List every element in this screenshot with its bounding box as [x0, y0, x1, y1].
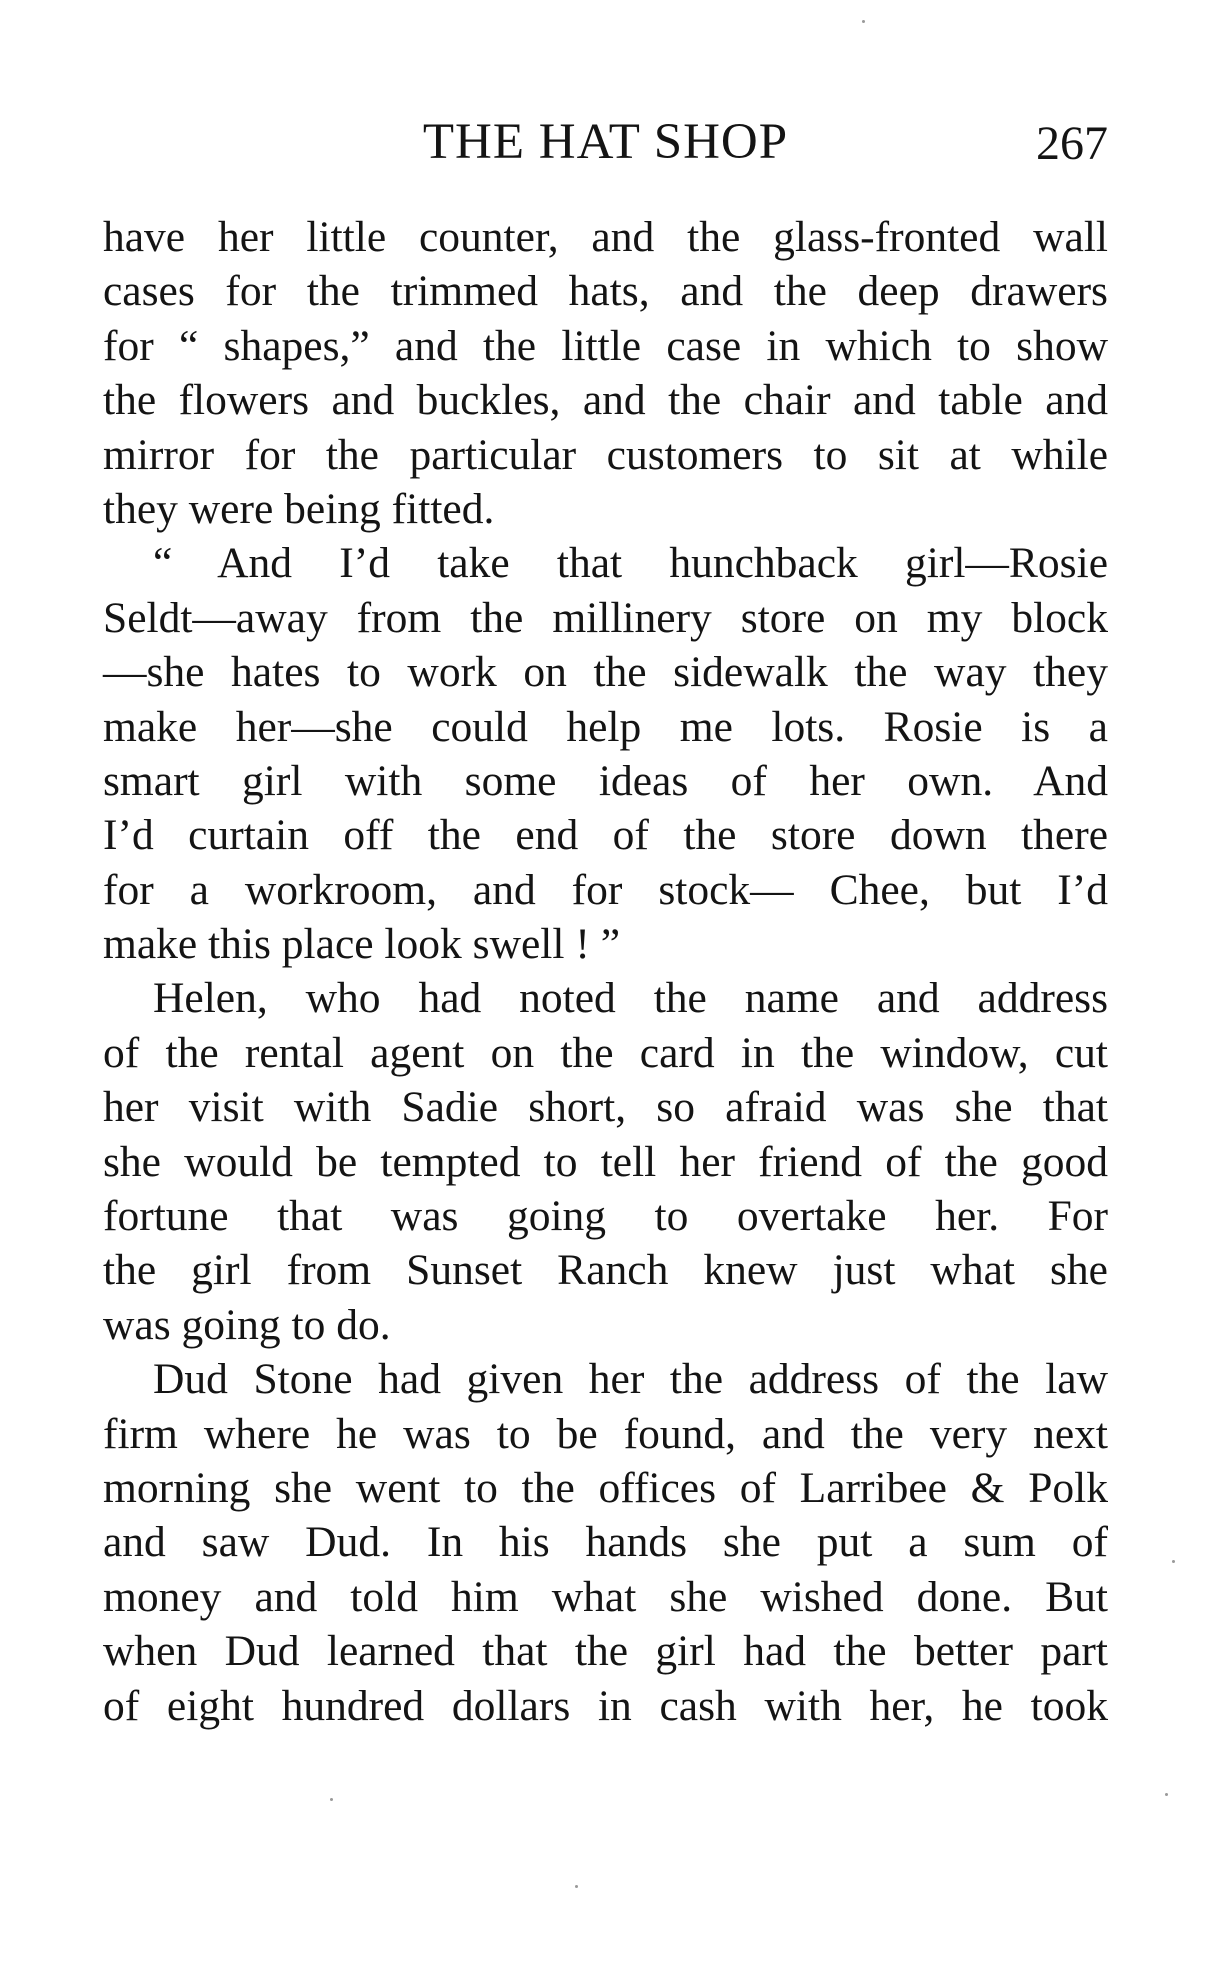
paper-speck	[1165, 1793, 1168, 1796]
paragraph-2	[103, 536, 1108, 971]
text-line: have her little counter, and the glass-fronted wall	[103, 213, 1108, 261]
text-line: for a workroom, and for stock— Chee, but I’d	[103, 865, 1108, 914]
text-line: she would be tempted to tell her friend of the good	[103, 1137, 1108, 1186]
text-line: morning she went to the offices of Larribee & Polk	[103, 1463, 1108, 1512]
body-text	[103, 210, 1108, 1733]
text-line: “ And I’d take that hunchback girl—Rosie	[153, 539, 1108, 588]
text-line: when Dud learned that the girl had the better part	[103, 1627, 1108, 1676]
paragraph-1	[103, 210, 1108, 536]
text-line: firm where he was to be found, and the very next	[103, 1409, 1108, 1458]
text-line: money and told him what she wished done. But	[103, 1572, 1108, 1621]
text-line: and saw Dud. In his hands she put a sum of	[103, 1518, 1108, 1567]
text-line: —she hates to work on the sidewalk the way they	[103, 648, 1108, 697]
paper-speck	[575, 1885, 578, 1888]
text-line: was going to do.	[103, 1300, 391, 1349]
text-line: cases for the trimmed hats, and the deep drawers	[103, 267, 1108, 316]
paper-speck	[1172, 1560, 1175, 1563]
text-line: her visit with Sadie short, so afraid was she that	[103, 1083, 1108, 1132]
paper-speck	[330, 1798, 333, 1801]
text-line: the girl from Sunset Ranch knew just what she	[103, 1246, 1108, 1295]
text-line: smart girl with some ideas of her own. And	[103, 756, 1108, 805]
text-line: Helen, who had noted the name and address	[153, 974, 1108, 1023]
paragraph-3	[103, 971, 1108, 1352]
text-line: make her—she could help me lots. Rosie is a	[103, 702, 1108, 751]
paper-speck	[862, 20, 865, 23]
text-line: for “ shapes,” and the little case in which to show	[103, 321, 1108, 370]
text-line: Seldt—away from the millinery store on my block	[103, 593, 1108, 642]
text-line: fortune that was going to overtake her. For	[103, 1192, 1108, 1241]
text-line: I’d curtain off the end of the store down there	[103, 811, 1108, 860]
page-number: 267	[1036, 117, 1108, 170]
text-line: Dud Stone had given her the address of the law	[153, 1355, 1108, 1404]
text-line: of eight hundred dollars in cash with her, he took	[103, 1681, 1108, 1730]
running-head	[103, 112, 1108, 172]
text-line: of the rental agent on the card in the window, cut	[103, 1028, 1108, 1077]
text-line: mirror for the particular customers to sit at while	[103, 430, 1108, 479]
paragraph-4	[103, 1352, 1108, 1733]
text-line: make this place look swell ! ”	[103, 920, 621, 969]
text-line: the flowers and buckles, and the chair and table and	[103, 376, 1108, 425]
text-line: they were being fitted.	[103, 484, 495, 533]
chapter-title: THE HAT SHOP	[422, 114, 789, 170]
